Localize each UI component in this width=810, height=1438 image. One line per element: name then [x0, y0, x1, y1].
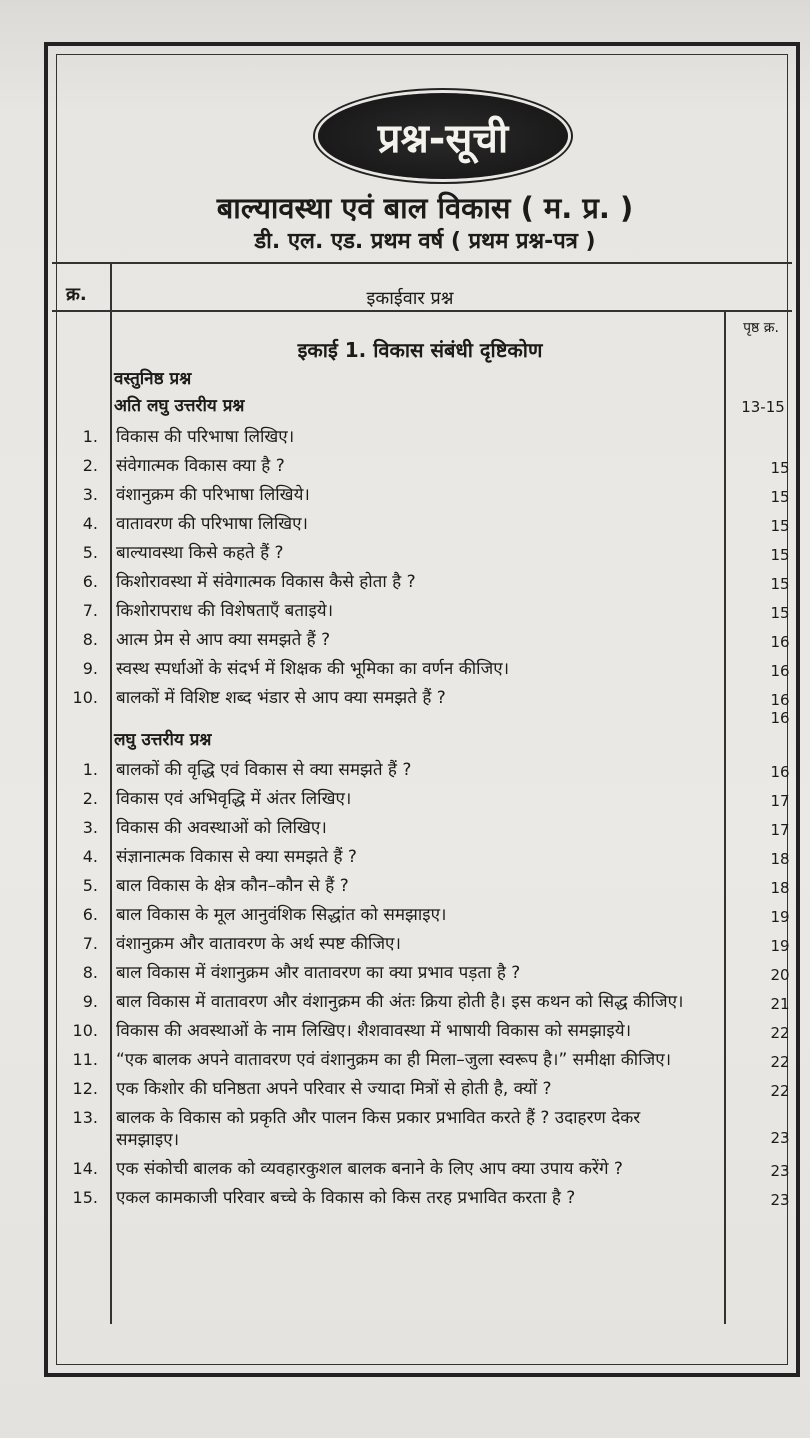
- very-short-page-number: 15: [770, 517, 790, 535]
- short-question: बाल विकास में वंशानुक्रम और वातावरण का क्या प्रभाव पड़ता है ?: [116, 963, 521, 983]
- short-page-number: 19: [770, 908, 790, 926]
- very-short-question: किशोरापराध की विशेषताएँ बताइये।: [116, 601, 334, 621]
- short-page-number: 20: [770, 966, 790, 984]
- short-question: बाल विकास में वातावरण और वंशानुक्रम की अंतः क्रिया होती है। इस कथन को सिद्ध कीजिए।: [116, 992, 684, 1012]
- short-page-number: 22: [770, 1024, 790, 1042]
- very-short-row-number: 3.: [82, 485, 98, 504]
- short-question: विकास एवं अभिवृद्धि में अंतर लिखिए।: [116, 789, 352, 809]
- very-short-row-number: 9.: [82, 659, 98, 678]
- short-page-number: 18: [770, 879, 790, 897]
- table-top-rule: [52, 262, 792, 264]
- short-row-number: 7.: [82, 934, 98, 953]
- header-rule: [52, 310, 792, 312]
- short-page-number: 19: [770, 937, 790, 955]
- very-short-question: संवेगात्मक विकास क्या है ?: [116, 456, 285, 476]
- section-short: लघु उत्तरीय प्रश्न: [114, 730, 212, 750]
- short-row-number: 10.: [72, 1021, 98, 1040]
- short-page-number: 23: [770, 1129, 790, 1147]
- short-question: बालक के विकास को प्रकृति और पालन किस प्रकार प्रभावित करते हैं ? उदाहरण देकर समझाइए।: [116, 1108, 641, 1150]
- short-row-number: 3.: [82, 818, 98, 837]
- short-row-number: 13.: [72, 1108, 98, 1127]
- very-short-question: बाल्यावस्था किसे कहते हैं ?: [116, 543, 284, 563]
- very-short-page-number: 16: [770, 662, 790, 680]
- short-page-number: 17: [770, 821, 790, 839]
- short-row-number: 11.: [72, 1050, 98, 1069]
- very-short-question: वातावरण की परिभाषा लिखिए।: [116, 514, 308, 534]
- subject-title: बाल्यावस्था एवं बाल विकास ( म. प्र. ): [216, 191, 634, 225]
- short-row-number: 15.: [72, 1188, 98, 1207]
- short-question: संज्ञानात्मक विकास से क्या समझते हैं ?: [116, 847, 357, 867]
- short-row-number: 8.: [82, 963, 98, 982]
- very-short-row-number: 8.: [82, 630, 98, 649]
- very-short-page-number: 16: [770, 691, 790, 709]
- very-short-page-number: 16: [770, 633, 790, 651]
- section-very-short: अति लघु उत्तरीय प्रश्न: [114, 396, 245, 416]
- short-question: वंशानुक्रम और वातावरण के अर्थ स्पष्ट कीजिए।: [116, 934, 401, 954]
- header-questions: इकाईवार प्रश्न: [366, 288, 454, 309]
- very-short-extra-page: 16: [770, 709, 790, 727]
- objective-page: 13-15: [741, 398, 785, 416]
- short-row-number: 9.: [82, 992, 98, 1011]
- very-short-question: वंशानुक्रम की परिभाषा लिखिये।: [116, 485, 310, 505]
- short-question: विकास की अवस्थाओं को लिखिए।: [116, 818, 327, 838]
- short-question: “एक बालक अपने वातावरण एवं वंशानुक्रम का ही मिला–जुला स्वरूप है।” समीक्षा कीजिए।: [116, 1050, 672, 1070]
- short-question: एक संकोची बालक को व्यवहारकुशल बालक बनाने के लिए आप क्या उपाय करेंगे ?: [116, 1159, 623, 1179]
- very-short-row-number: 7.: [82, 601, 98, 620]
- short-page-number: 18: [770, 850, 790, 868]
- short-question: विकास की अवस्थाओं के नाम लिखिए। शैशवावस्था में भाषायी विकास को समझाइये।: [116, 1021, 632, 1041]
- short-page-number: 16: [770, 763, 790, 781]
- short-row-number: 1.: [82, 760, 98, 779]
- very-short-row-number: 5.: [82, 543, 98, 562]
- heading-badge: [318, 93, 568, 179]
- very-short-row-number: 6.: [82, 572, 98, 591]
- very-short-row-number: 2.: [82, 456, 98, 475]
- header-page: पृष्ठ क्र.: [743, 320, 779, 336]
- short-row-number: 14.: [72, 1159, 98, 1178]
- short-page-number: 23: [770, 1191, 790, 1209]
- short-question: बालकों की वृद्धि एवं विकास से क्या समझते हैं ?: [116, 760, 412, 780]
- short-row-number: 6.: [82, 905, 98, 924]
- short-page-number: 21: [770, 995, 790, 1013]
- very-short-row-number: 1.: [82, 427, 98, 446]
- serial-column-divider: [110, 262, 112, 1324]
- short-question: एक किशोर की घनिष्ठता अपने परिवार से ज्यादा मित्रों से होती है, क्यों ?: [116, 1079, 552, 1099]
- course-title: डी. एल. एड. प्रथम वर्ष ( प्रथम प्रश्न-पत्र ): [254, 229, 596, 254]
- very-short-question: किशोरावस्था में संवेगात्मक विकास कैसे होता है ?: [116, 572, 416, 592]
- very-short-row-number: 10.: [72, 688, 98, 707]
- very-short-page-number: 15: [770, 459, 790, 477]
- very-short-question: आत्म प्रेम से आप क्या समझते हैं ?: [116, 630, 331, 650]
- very-short-page-number: 15: [770, 546, 790, 564]
- very-short-row-number: 4.: [82, 514, 98, 533]
- section-objective: वस्तुनिष्ठ प्रश्न: [114, 369, 192, 389]
- short-row-number: 4.: [82, 847, 98, 866]
- very-short-question: विकास की परिभाषा लिखिए।: [116, 427, 295, 447]
- short-row-number: 2.: [82, 789, 98, 808]
- unit-title: इकाई 1. विकास संबंधी दृष्टिकोण: [297, 338, 543, 362]
- short-page-number: 23: [770, 1162, 790, 1180]
- header-serial: क्र.: [66, 284, 87, 305]
- short-page-number: 22: [770, 1053, 790, 1071]
- very-short-page-number: 15: [770, 488, 790, 506]
- very-short-question: बालकों में विशिष्ट शब्द भंडार से आप क्या समझते हैं ?: [116, 688, 446, 708]
- short-page-number: 17: [770, 792, 790, 810]
- very-short-page-number: 15: [770, 604, 790, 622]
- short-row-number: 12.: [72, 1079, 98, 1098]
- very-short-question: स्वस्थ स्पर्धाओं के संदर्भ में शिक्षक की भूमिका का वर्णन कीजिए।: [116, 659, 510, 679]
- short-question: एकल कामकाजी परिवार बच्चे के विकास को किस तरह प्रभावित करता है ?: [116, 1188, 576, 1208]
- short-row-number: 5.: [82, 876, 98, 895]
- page-column-divider: [724, 310, 726, 1324]
- short-question: बाल विकास के क्षेत्र कौन–कौन से हैं ?: [116, 876, 349, 896]
- short-question: बाल विकास के मूल आनुवंशिक सिद्धांत को समझाइए।: [116, 905, 447, 925]
- page-heading: प्रश्न-सूची: [377, 115, 509, 162]
- short-page-number: 22: [770, 1082, 790, 1100]
- very-short-page-number: 15: [770, 575, 790, 593]
